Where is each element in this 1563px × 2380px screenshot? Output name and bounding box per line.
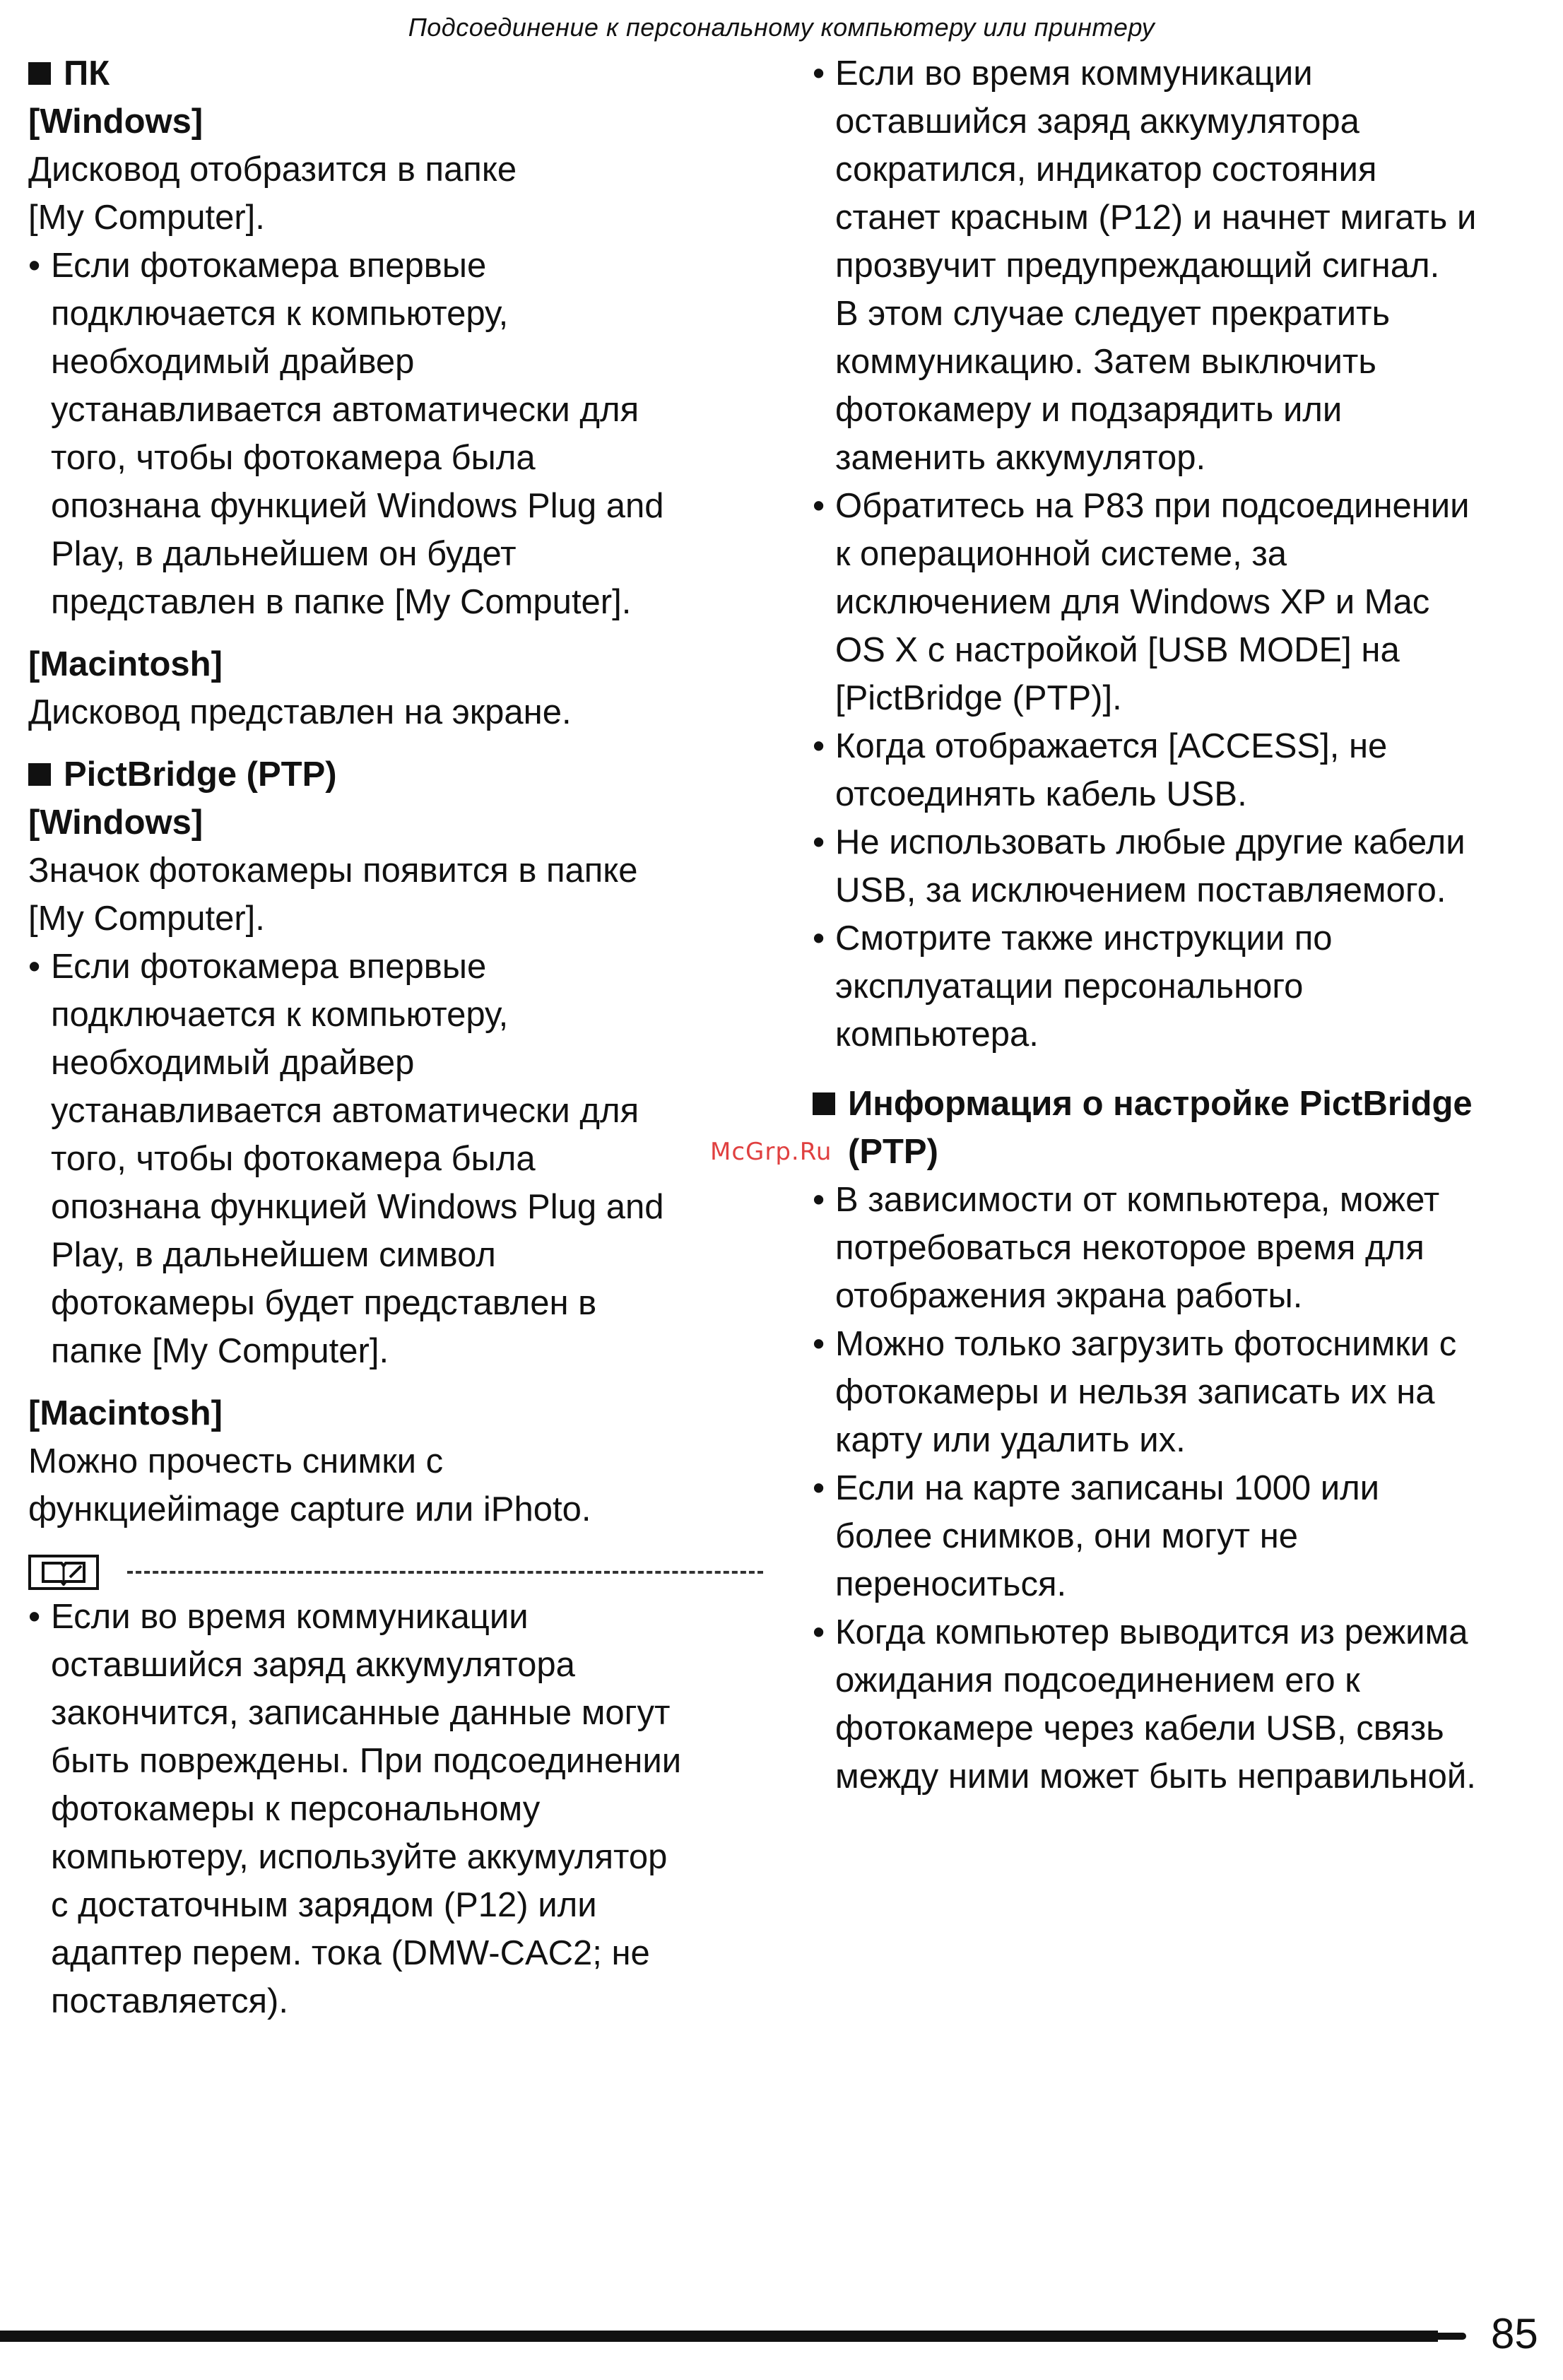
text-line: [My Computer]. bbox=[28, 900, 265, 938]
info-bullet-1 bbox=[813, 1176, 1547, 1320]
text-line: Когда отображается [ACCESS], не bbox=[835, 727, 1388, 765]
text-line: оставшийся заряд аккумулятора bbox=[835, 102, 1359, 141]
text-line: коммуникацию. Затем выключить bbox=[835, 343, 1376, 381]
text-line: Play, в дальнейшем он будет bbox=[51, 535, 517, 573]
text-line: папке [My Computer]. bbox=[51, 1332, 389, 1370]
text-line: [My Computer]. bbox=[28, 199, 265, 237]
text-line: Смотрите также инструкции по bbox=[835, 919, 1333, 958]
pc-windows-text bbox=[28, 146, 763, 242]
title-line: (PTP) bbox=[848, 1133, 938, 1171]
right-bullet-5 bbox=[813, 914, 1547, 1059]
text-line: Если на карте записаны 1000 или bbox=[835, 1469, 1380, 1507]
note-book-icon bbox=[28, 1555, 99, 1590]
right-bullet-2 bbox=[813, 482, 1547, 722]
section-pictbridge bbox=[28, 750, 763, 799]
bullet-dot-icon: • bbox=[813, 1181, 825, 1219]
bullet-dot-icon: • bbox=[813, 54, 825, 93]
text-line: Дисковод отобразится в папке bbox=[28, 151, 517, 189]
info-bullet-4 bbox=[813, 1608, 1547, 1801]
text-line: опознана функцией Windows Plug and bbox=[51, 1188, 664, 1226]
bullet-dot-icon: • bbox=[813, 919, 825, 958]
text-line: быть повреждены. При подсоединении bbox=[51, 1742, 682, 1780]
info-bullet-3 bbox=[813, 1464, 1547, 1608]
text-line: Если во время коммуникации bbox=[51, 1598, 529, 1636]
footer-bar bbox=[0, 2331, 1438, 2342]
text-line: отсоединять кабель USB. bbox=[835, 775, 1247, 813]
text-line: Можно прочесть снимки с bbox=[28, 1442, 444, 1480]
text-line: необходимый драйвер bbox=[51, 1044, 415, 1082]
text-line: Когда компьютер выводится из режима bbox=[835, 1613, 1468, 1651]
text-line: Можно только загрузить фотоснимки с bbox=[835, 1325, 1457, 1363]
bullet-dot-icon: • bbox=[813, 487, 825, 525]
text-line: В этом случае следует прекратить bbox=[835, 295, 1391, 333]
right-bullet-4 bbox=[813, 818, 1547, 914]
page-header: Подсоединение к персональному компьютеру или принтеру bbox=[408, 13, 1155, 42]
pc-windows-label: [Windows] bbox=[28, 102, 204, 141]
text-line: В зависимости от компьютера, может bbox=[835, 1181, 1440, 1219]
text-line: компьютеру, используйте аккумулятор bbox=[51, 1838, 668, 1876]
note-bullet bbox=[28, 1593, 763, 2025]
text-line: Обратитесь на P83 при подсоединении bbox=[835, 487, 1470, 525]
page-number: 85 bbox=[1491, 2310, 1538, 2357]
text-line: сократился, индикатор состояния bbox=[835, 151, 1377, 189]
text-line: заменить аккумулятор. bbox=[835, 439, 1206, 477]
note-divider bbox=[127, 1571, 763, 1574]
text-line: фотокамеры и нельзя записать их на bbox=[835, 1373, 1435, 1411]
bullet-dot-icon: • bbox=[28, 948, 41, 986]
text-line: Play, в дальнейшем символ bbox=[51, 1236, 496, 1274]
text-line: Не использовать любые другие кабели bbox=[835, 823, 1465, 861]
pc-mac-label: [Macintosh] bbox=[28, 645, 223, 683]
text-line: оставшийся заряд аккумулятора bbox=[51, 1646, 575, 1684]
text-line: USB, за исключением поставляемого. bbox=[835, 871, 1446, 909]
text-line: станет красным (P12) и начнет мигать и bbox=[835, 199, 1477, 237]
text-line: переноситься. bbox=[835, 1565, 1067, 1603]
square-bullet-icon bbox=[28, 763, 51, 786]
section-pc bbox=[28, 49, 763, 98]
section-pictbridge-title: PictBridge (PTP) bbox=[64, 755, 337, 794]
text-line: компьютера. bbox=[835, 1015, 1039, 1054]
title-line: Информация о настройке PictBridge bbox=[848, 1085, 1473, 1123]
note-row bbox=[28, 1555, 763, 1590]
bullet-dot-icon: • bbox=[813, 1325, 825, 1363]
text-line: поставляется). bbox=[51, 1982, 288, 2020]
text-line: потребоваться некоторое время для bbox=[835, 1229, 1425, 1267]
text-line: отображения экрана работы. bbox=[835, 1277, 1303, 1315]
text-line: закончится, записанные данные могут bbox=[51, 1694, 671, 1732]
text-line: Значок фотокамеры появится в папке bbox=[28, 852, 638, 890]
ptp-windows-text bbox=[28, 847, 763, 943]
text-line: с достаточным зарядом (P12) или bbox=[51, 1886, 597, 1924]
text-line: устанавливается автоматически для bbox=[51, 391, 639, 429]
text-line: более снимков, они могут не bbox=[835, 1517, 1299, 1555]
text-line: того, чтобы фотокамера была bbox=[51, 1140, 536, 1178]
text-line: фотокамеры будет представлен в bbox=[51, 1284, 597, 1322]
text-line: Если во время коммуникации bbox=[835, 54, 1313, 93]
text-line: устанавливается автоматически для bbox=[51, 1092, 639, 1130]
right-column bbox=[813, 49, 1547, 1801]
bullet-dot-icon: • bbox=[813, 1469, 825, 1507]
text-line: [PictBridge (PTP)]. bbox=[835, 679, 1122, 717]
bullet-dot-icon: • bbox=[28, 247, 41, 285]
text-line: OS X с настройкой [USB MODE] на bbox=[835, 631, 1400, 669]
text-line: подключается к компьютеру, bbox=[51, 295, 509, 333]
left-column bbox=[28, 49, 763, 2025]
ptp-mac-label: [Macintosh] bbox=[28, 1394, 223, 1432]
text-line: карту или удалить их. bbox=[835, 1421, 1186, 1459]
pc-mac-text: Дисковод представлен на экране. bbox=[28, 693, 572, 731]
bullet-dot-icon: • bbox=[813, 727, 825, 765]
ptp-mac-text bbox=[28, 1437, 763, 1533]
text-line: фотокамеры к персональному bbox=[51, 1790, 541, 1828]
text-line: опознана функцией Windows Plug and bbox=[51, 487, 664, 525]
text-line: того, чтобы фотокамера была bbox=[51, 439, 536, 477]
text-line: между ними может быть неправильной. bbox=[835, 1757, 1476, 1796]
ptp-windows-bullet bbox=[28, 943, 763, 1375]
text-line: необходимый драйвер bbox=[51, 343, 415, 381]
text-line: ожидания подсоединением его к bbox=[835, 1661, 1360, 1699]
section-pictbridge-info-title bbox=[848, 1080, 1473, 1176]
info-bullet-2 bbox=[813, 1320, 1547, 1464]
text-line: Если фотокамера впервые bbox=[51, 948, 487, 986]
footer-bar-tail bbox=[1438, 2333, 1466, 2340]
right-bullet-3 bbox=[813, 722, 1547, 818]
text-line: подключается к компьютеру, bbox=[51, 996, 509, 1034]
ptp-windows-label: [Windows] bbox=[28, 803, 204, 842]
section-pictbridge-info bbox=[813, 1080, 1547, 1176]
bullet-dot-icon: • bbox=[813, 823, 825, 861]
text-line: исключением для Windows XP и Mac bbox=[835, 583, 1430, 621]
text-line: прозвучит предупреждающий сигнал. bbox=[835, 247, 1440, 285]
text-line: представлен в папке [My Computer]. bbox=[51, 583, 632, 621]
square-bullet-icon bbox=[813, 1092, 835, 1115]
text-line: к операционной системе, за bbox=[835, 535, 1287, 573]
bullet-dot-icon: • bbox=[813, 1613, 825, 1651]
text-line: фотокамеру и подзарядить или bbox=[835, 391, 1343, 429]
pc-windows-bullet bbox=[28, 242, 763, 626]
square-bullet-icon bbox=[28, 62, 51, 85]
text-line: функциейimage capture или iPhoto. bbox=[28, 1490, 591, 1528]
section-pc-title: ПК bbox=[64, 54, 110, 93]
right-bullet-1 bbox=[813, 49, 1547, 482]
watermark: McGrp.Ru bbox=[710, 1138, 832, 1166]
text-line: Если фотокамера впервые bbox=[51, 247, 487, 285]
text-line: адаптер перем. тока (DMW-CAC2; не bbox=[51, 1934, 650, 1972]
bullet-dot-icon: • bbox=[28, 1598, 41, 1636]
text-line: эксплуатации персонального bbox=[835, 967, 1304, 1006]
text-line: фотокамере через кабели USB, связь bbox=[835, 1709, 1444, 1748]
